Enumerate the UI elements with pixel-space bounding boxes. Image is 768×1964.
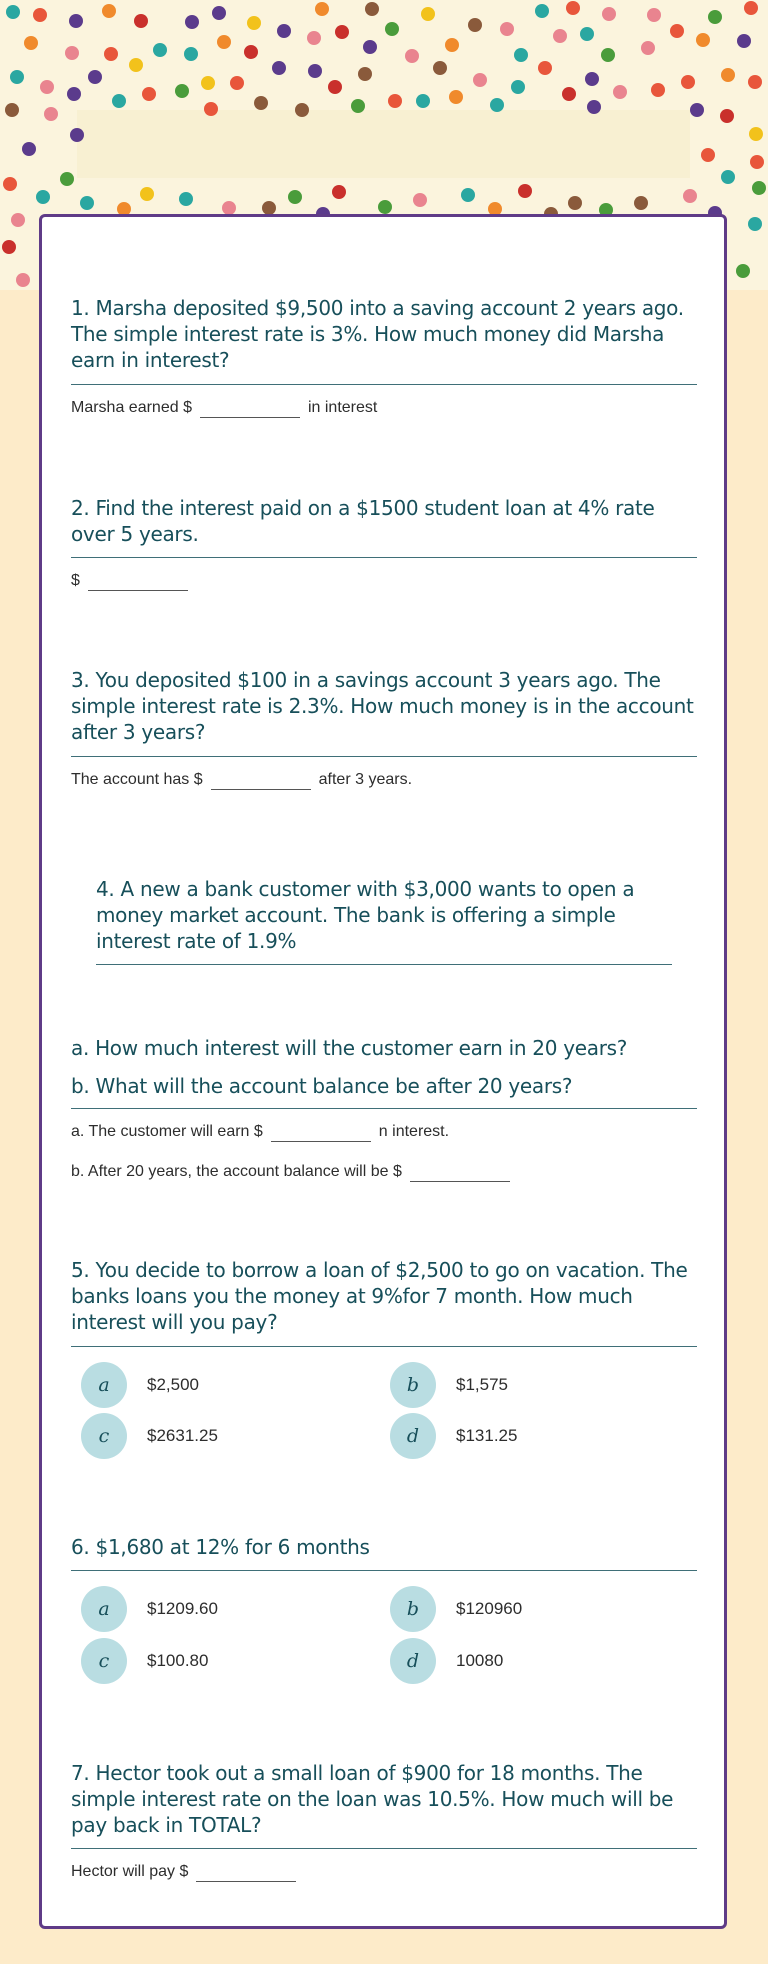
- decorative-dot: [602, 7, 616, 21]
- answer-suffix: after 3 years.: [318, 771, 413, 788]
- decorative-dot: [335, 25, 349, 39]
- question-5-text: 5. You decide to borrow a loan of $2,500 to go on vacation. The banks loans you the money at 9%for 7 month. How much interest will you pay?: [71, 1258, 688, 1334]
- decorative-dot: [388, 94, 402, 108]
- divider: [96, 964, 672, 965]
- answer-prefix: Marsha earned $: [71, 399, 192, 416]
- decorative-dot: [277, 24, 291, 38]
- decorative-dot: [490, 98, 504, 112]
- question-4-text: 4. A new a bank customer with $3,000 wants to open a money market account. The bank is offering a simple interest rate of 1.9%: [96, 877, 635, 953]
- divider: [71, 557, 697, 558]
- decorative-dot: [413, 193, 427, 207]
- decorative-dot: [433, 61, 447, 75]
- decorative-dot: [272, 61, 286, 75]
- option-value: $2,500: [147, 1375, 199, 1394]
- decorative-dot: [179, 192, 193, 206]
- decorative-dot: [670, 24, 684, 38]
- decorative-dot: [134, 14, 148, 28]
- decorative-dot: [708, 10, 722, 24]
- decorative-dot: [70, 128, 84, 142]
- decorative-dot: [562, 87, 576, 101]
- option-5a[interactable]: [81, 1362, 381, 1408]
- option-value: $131.25: [456, 1426, 518, 1445]
- option-value: $1209.60: [147, 1599, 218, 1618]
- question-6-text: 6. $1,680 at 12% for 6 months: [71, 1535, 370, 1559]
- decorative-dot: [67, 87, 81, 101]
- decorative-dot: [5, 103, 19, 117]
- decorative-dot: [634, 196, 648, 210]
- decorative-dot: [204, 102, 218, 116]
- question-7-answer-line: [71, 1862, 304, 1882]
- decorative-dot: [748, 217, 762, 231]
- decorative-dot: [651, 83, 665, 97]
- answer-prefix: b. After 20 years, the account balance will be $: [71, 1163, 402, 1180]
- answer-blank-3[interactable]: [211, 773, 311, 790]
- divider: [71, 756, 697, 757]
- answer-blank-4b[interactable]: [410, 1165, 510, 1182]
- decorative-dot: [140, 187, 154, 201]
- option-value: $1,575: [456, 1375, 508, 1394]
- decorative-dot: [6, 5, 20, 19]
- answer-prefix: The account has $: [71, 771, 203, 788]
- question-4-answer-b: [71, 1162, 518, 1182]
- option-5b[interactable]: [390, 1362, 690, 1408]
- decorative-dot: [24, 36, 38, 50]
- decorative-dot: [60, 172, 74, 186]
- decorative-dot: [416, 94, 430, 108]
- decorative-dot: [112, 94, 126, 108]
- decorative-dot: [566, 1, 580, 15]
- decorative-dot: [690, 103, 704, 117]
- decorative-dot: [44, 107, 58, 121]
- option-letter-badge: c: [81, 1413, 127, 1459]
- decorative-dot: [153, 43, 167, 57]
- divider: [71, 1848, 697, 1849]
- answer-suffix: in interest: [307, 399, 378, 416]
- answer-blank-1[interactable]: [200, 401, 300, 418]
- decorative-dot: [748, 75, 762, 89]
- question-1-text: 1. Marsha deposited $9,500 into a saving account 2 years ago. The simple interest rate is 3%. How much money did Marsha earn in interest?: [71, 296, 684, 372]
- decorative-dot: [647, 8, 661, 22]
- decorative-dot: [696, 33, 710, 47]
- decorative-dot: [129, 58, 143, 72]
- decorative-dot: [332, 185, 346, 199]
- decorative-dot: [328, 80, 342, 94]
- decorative-dot: [681, 75, 695, 89]
- decorative-dot: [750, 155, 764, 169]
- decorative-dot: [288, 190, 302, 204]
- decorative-dot: [358, 67, 372, 81]
- decorative-dot: [222, 201, 236, 215]
- decorative-dot: [744, 1, 758, 15]
- decorative-dot: [511, 80, 525, 94]
- option-6d[interactable]: [390, 1638, 690, 1684]
- decorative-dot: [16, 273, 30, 287]
- decorative-dot: [175, 84, 189, 98]
- question-4-answer-a: [71, 1122, 449, 1142]
- question-2-answer-line: [71, 571, 196, 591]
- decorative-dot: [363, 40, 377, 54]
- decorative-dot: [468, 18, 482, 32]
- divider: [71, 384, 697, 385]
- decorative-dot: [315, 2, 329, 16]
- answer-prefix: Hector will pay $: [71, 1863, 189, 1880]
- decorative-dot: [378, 200, 392, 214]
- decorative-dot: [553, 29, 567, 43]
- option-letter-badge: b: [390, 1362, 436, 1408]
- decorative-dot: [538, 61, 552, 75]
- decorative-dot: [683, 189, 697, 203]
- decorative-dot: [102, 4, 116, 18]
- decorative-dot: [405, 49, 419, 63]
- option-6b[interactable]: [390, 1586, 690, 1632]
- decorative-dot: [736, 264, 750, 278]
- answer-prefix: a. The customer will earn $: [71, 1123, 263, 1140]
- answer-suffix: n interest.: [378, 1123, 450, 1140]
- decorative-dot: [230, 76, 244, 90]
- option-6c[interactable]: [81, 1638, 381, 1684]
- decorative-dot: [11, 213, 25, 227]
- decorative-dot: [721, 170, 735, 184]
- option-5c[interactable]: [81, 1413, 381, 1459]
- decorative-dot: [185, 15, 199, 29]
- question-3-answer-line: [71, 770, 412, 790]
- decorative-dot: [641, 41, 655, 55]
- option-letter-badge: a: [81, 1362, 127, 1408]
- decorative-dot: [601, 48, 615, 62]
- decorative-dot: [40, 80, 54, 94]
- decorative-dot: [752, 181, 766, 195]
- option-letter-badge: a: [81, 1586, 127, 1632]
- decorative-dot: [22, 142, 36, 156]
- decorative-dot: [3, 177, 17, 191]
- decorative-dot: [701, 148, 715, 162]
- decorative-dot: [585, 72, 599, 86]
- decorative-dot: [518, 184, 532, 198]
- decorative-dot: [65, 46, 79, 60]
- divider: [71, 1346, 697, 1347]
- decorative-dot: [69, 14, 83, 28]
- option-value: $100.80: [147, 1651, 209, 1670]
- question-4-part-b: b. What will the account balance be after 20 years?: [71, 1074, 573, 1098]
- decorative-dot: [80, 196, 94, 210]
- decorative-dot: [568, 196, 582, 210]
- question-2-text: 2. Find the interest paid on a $1500 student loan at 4% rate over 5 years.: [71, 496, 655, 546]
- decorative-dot: [365, 2, 379, 16]
- decorative-dot: [254, 96, 268, 110]
- decorative-dot: [449, 90, 463, 104]
- decorative-dot: [473, 73, 487, 87]
- question-7-text: 7. Hector took out a small loan of $900 for 18 months. The simple interest rate on the loan was 10.5%. How much will be pay back in TOTAL?: [71, 1761, 674, 1837]
- option-value: $2631.25: [147, 1426, 218, 1445]
- question-3-text: 3. You deposited $100 in a savings account 3 years ago. The simple interest rate is 2.3%. How much money is in the account after 3 years?: [71, 668, 694, 744]
- option-value: $120960: [456, 1599, 523, 1618]
- question-4-part-a: a. How much interest will the customer earn in 20 years?: [71, 1036, 628, 1060]
- decorative-dot: [307, 31, 321, 45]
- decorative-dot: [308, 64, 322, 78]
- option-letter-badge: c: [81, 1638, 127, 1684]
- decorative-dot: [33, 8, 47, 22]
- decorative-dot: [217, 35, 231, 49]
- answer-blank-4a[interactable]: [271, 1125, 371, 1142]
- decorative-dot: [749, 127, 763, 141]
- option-value: 10080: [456, 1651, 504, 1670]
- decorative-dot: [184, 47, 198, 61]
- decorative-dot: [461, 188, 475, 202]
- decorative-dot: [385, 22, 399, 36]
- decorative-dot: [104, 47, 118, 61]
- decorative-dot: [88, 70, 102, 84]
- option-6a[interactable]: [81, 1586, 381, 1632]
- option-letter-badge: d: [390, 1638, 436, 1684]
- answer-blank-7[interactable]: [196, 1865, 296, 1882]
- decorative-dot: [201, 76, 215, 90]
- decorative-dot: [10, 70, 24, 84]
- divider: [71, 1570, 697, 1571]
- decorative-dot: [247, 16, 261, 30]
- decorative-dot: [535, 4, 549, 18]
- decorative-dot: [212, 6, 226, 20]
- decorative-dot: [36, 190, 50, 204]
- decorative-dot: [445, 38, 459, 52]
- decorative-dot: [421, 7, 435, 21]
- decorative-dot: [244, 45, 258, 59]
- decorative-dot: [142, 87, 156, 101]
- option-letter-badge: b: [390, 1586, 436, 1632]
- decorative-dot: [720, 109, 734, 123]
- decorative-dot: [514, 48, 528, 62]
- answer-prefix: $: [71, 572, 80, 589]
- decorative-dot: [262, 201, 276, 215]
- title-box: [77, 110, 690, 178]
- decorative-dot: [2, 240, 16, 254]
- question-1-answer-line: [71, 398, 377, 418]
- divider: [71, 1108, 697, 1109]
- decorative-dot: [500, 22, 514, 36]
- answer-blank-2[interactable]: [88, 574, 188, 591]
- decorative-dot: [613, 85, 627, 99]
- decorative-dot: [721, 68, 735, 82]
- option-letter-badge: d: [390, 1413, 436, 1459]
- decorative-dot: [580, 27, 594, 41]
- decorative-dot: [737, 34, 751, 48]
- option-5d[interactable]: [390, 1413, 690, 1459]
